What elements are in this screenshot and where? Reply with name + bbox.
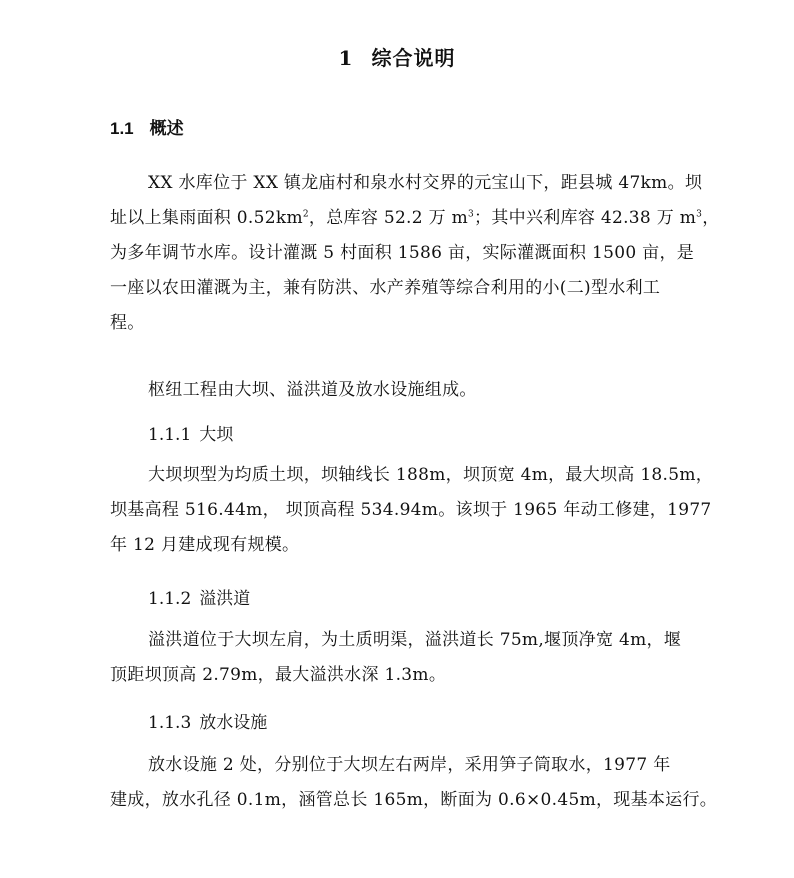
spillway-line-1: 溢洪道位于大坝左肩，为土质明渠，溢洪道长 75m,堰顶净宽 4m，堰: [148, 630, 682, 650]
intro-line-2: [110, 201, 720, 236]
hub-line: 枢纽工程由大坝、溢洪道及放水设施组成。: [148, 380, 477, 400]
outlet-heading: [148, 706, 267, 741]
section-title: 概述: [149, 119, 184, 139]
section-heading: [110, 114, 184, 139]
dam-paragraph: [110, 458, 714, 563]
section-number: 1.1: [110, 119, 134, 138]
dam-heading-number: 1.1.1: [148, 425, 192, 445]
superscript-3-a: 3: [468, 209, 475, 220]
outlet-paragraph: [110, 748, 718, 818]
outlet-line-2: 建成，放水孔径 0.1m，涵管总长 165m，断面为 0.6×0.45m，现基本运行。: [110, 790, 718, 810]
superscript-2: 2: [302, 209, 309, 220]
outlet-line-1: 放水设施 2 处，分别位于大坝左右两岸，采用笋子筒取水，1977 年: [148, 755, 671, 775]
chapter-number: 1: [338, 46, 354, 70]
intro-line-1: XX 水库位于 XX 镇龙庙村和泉水村交界的元宝山下，距县城 47km。坝: [148, 173, 703, 193]
intro-line-2-part-d: ，: [702, 208, 720, 228]
superscript-3-b: 3: [696, 209, 703, 220]
outlet-heading-title: 放水设施: [199, 713, 268, 733]
intro-line-2-part-a: 址以上集雨面积 0.52km: [110, 208, 303, 228]
intro-line-5: 程。: [110, 313, 145, 333]
spillway-heading-number: 1.1.2: [148, 589, 192, 609]
dam-line-1: 大坝坝型为均质土坝，坝轴线长 188m，坝顶宽 4m，最大坝高 18.5m，: [148, 465, 714, 485]
chapter-title: 综合说明: [371, 46, 456, 70]
spillway-paragraph: [110, 623, 700, 693]
spillway-heading-title: 溢洪道: [199, 589, 251, 609]
dam-heading-title: 大坝: [199, 425, 234, 445]
spillway-heading: [148, 582, 250, 617]
outlet-heading-number: 1.1.3: [148, 713, 192, 733]
intro-line-2-part-c: ；其中兴利库容 42.38 万 m: [474, 208, 697, 228]
chapter-heading: [0, 42, 794, 71]
intro-line-2-part-b: ，总库容 52.2 万 m: [308, 208, 469, 228]
dam-heading: [148, 418, 233, 453]
intro-paragraph: [110, 166, 720, 341]
spillway-line-2: 顶距坝顶高 2.79m，最大溢洪水深 1.3m。: [110, 665, 447, 685]
hub-paragraph: [110, 373, 700, 408]
intro-line-4: 一座以农田灌溉为主，兼有防洪、水产养殖等综合利用的小(二)型水利工: [110, 278, 661, 298]
intro-line-3: 为多年调节水库。设计灌溉 5 村面积 1586 亩，实际灌溉面积 1500 亩，是: [110, 243, 695, 263]
dam-line-3: 年 12 月建成现有规模。: [110, 535, 300, 555]
dam-line-2: 坝基高程 516.44m， 坝顶高程 534.94m。该坝于 1965 年动工修建，1977: [110, 500, 712, 520]
